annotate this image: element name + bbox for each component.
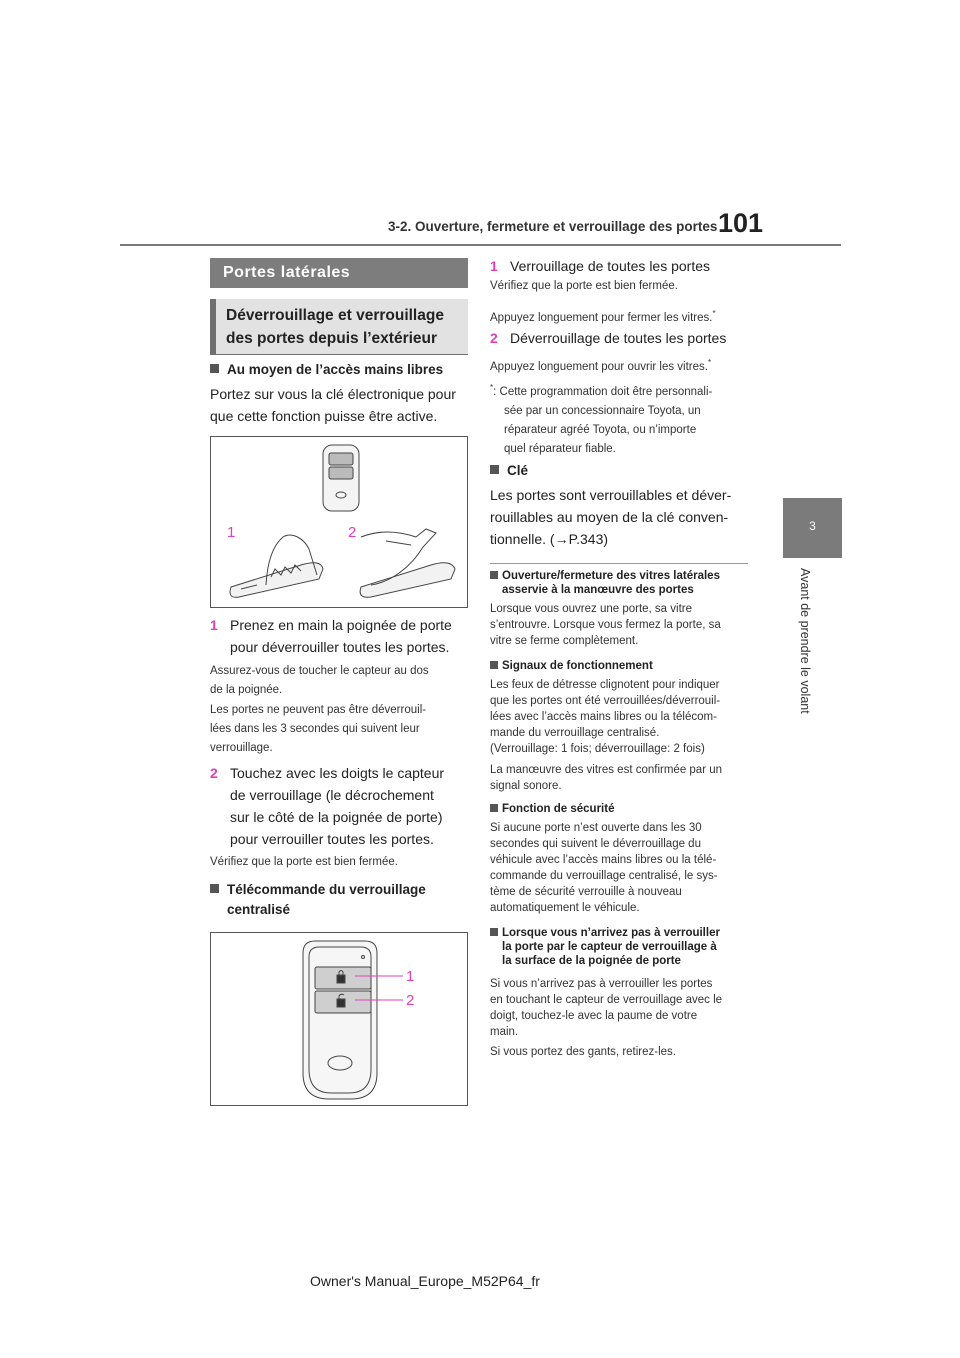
header-rule [120, 244, 841, 246]
left-step-1 [210, 614, 470, 658]
square-bullet-icon [490, 928, 498, 936]
heading-key-text: Clé [507, 463, 529, 478]
key-line2: rouillables au moyen de la clé conven- [490, 509, 729, 525]
note-line: lées avec l’accès mains libres ou la télécom- [490, 711, 717, 723]
note2-body [490, 677, 720, 757]
footnote-mark: * [490, 383, 494, 392]
smart-entry-line1: Portez sur vous la clé électronique pour [210, 386, 456, 402]
note-line: mande du verrouillage centralisé. [490, 727, 660, 739]
left-step2-note: Vérifiez que la porte est bien fermée. [210, 856, 398, 868]
note-line: automatiquement le véhicule. [490, 902, 640, 914]
note2-body2 [490, 762, 722, 794]
left-step-2 [210, 762, 470, 850]
note-line: main. [490, 1026, 519, 1038]
section-title: Portes latérales [210, 258, 468, 288]
heading-remote [210, 880, 426, 920]
note-line: véhicule avec l’accès mains libres ou la télé- [490, 854, 717, 866]
note1-heading [490, 569, 720, 597]
key-text [490, 484, 731, 550]
chapter-title: 3-2. Ouverture, fermeture et verrouillage des portes [388, 219, 718, 234]
note-line: verrouillage. [210, 742, 273, 754]
note-line: Les portes ne peuvent pas être déverrouil- [210, 704, 427, 716]
side-label-text: Avant de prendre le volant [798, 568, 812, 714]
key-fob-illustration [211, 933, 467, 1105]
note-line: La manœuvre des vitres est confirmée par un [490, 764, 723, 776]
note-text: Appuyez longuement pour ouvrir les vitres. [490, 360, 708, 373]
door-handle-illustration [211, 437, 467, 607]
note-text: Appuyez longuement pour fermer les vitres. [490, 311, 713, 324]
step-line2: pour déverrouiller toutes les portes. [230, 639, 450, 655]
note1-heading-line1: Ouverture/fermeture des vitres latérales [502, 570, 720, 582]
note3-heading-text: Fonction de sécurité [502, 803, 615, 815]
smart-entry-text [210, 383, 456, 427]
step-number: 2 [490, 330, 498, 346]
note-line: vitre se ferme complètement. [490, 635, 639, 647]
left-step1-note1 [210, 662, 429, 700]
footnote [490, 378, 712, 459]
square-bullet-icon [490, 661, 498, 669]
footnote-line2: sée par un concessionnaire Toyota, un [504, 404, 701, 417]
note-line: commande du verrouillage centralisé, le sys- [490, 870, 718, 882]
note2-heading-text: Signaux de fonctionnement [502, 660, 653, 672]
note-line: lées dans les 3 secondes qui suivent leur [210, 723, 420, 735]
square-bullet-icon [490, 804, 498, 812]
note-line: Lorsque vous ouvrez une porte, sa vitre [490, 603, 693, 615]
side-label [782, 568, 842, 728]
subsection-title-line1: Déverrouillage et verrouillage [226, 307, 444, 324]
door-handle-figure [210, 436, 468, 608]
note4-heading [490, 926, 720, 968]
note-line: Les feux de détresse clignotent pour indiquer [490, 679, 720, 691]
notes-divider [490, 563, 748, 564]
step-text: Verrouillage de toutes les portes [510, 258, 711, 274]
right-step-1 [490, 255, 760, 277]
page-number: 101 [718, 208, 764, 238]
note-line: Si aucune porte n’est ouverte dans les 30 [490, 822, 702, 834]
note-line: Si vous n’arrivez pas à verrouiller les portes [490, 978, 713, 990]
subsection-title-line2: des portes depuis l’extérieur [226, 330, 438, 347]
figure2-label-2: 2 [406, 992, 415, 1009]
key-line1: Les portes sont verrouillables et déver- [490, 487, 732, 503]
key-line3: tionnelle. (→P.343) [490, 531, 609, 547]
note-line: de la poignée. [210, 684, 283, 696]
footer-text: Owner's Manual_Europe_M52P64_fr [310, 1273, 540, 1289]
heading-remote-line1: Télécommande du verrouillage [227, 882, 426, 897]
heading-key [490, 463, 528, 478]
footnote-line3: réparateur agréé Toyota, ou n’importe [504, 423, 697, 436]
square-bullet-icon [210, 884, 219, 893]
note-line: Assurez-vous de toucher le capteur au dos [210, 665, 429, 677]
note4-heading-line2: la porte par le capteur de verrouillage à [502, 941, 717, 953]
note3-body [490, 820, 718, 916]
footnote-line1: : Cette programmation doit être personnali- [493, 385, 713, 398]
note1-body [490, 601, 721, 649]
chapter-tab: 3 [783, 498, 842, 558]
heading-smart-entry [210, 362, 443, 377]
note-line: signal sonore. [490, 780, 562, 792]
step-line2: de verrouillage (le décrochement [230, 787, 434, 803]
heading-smart-entry-text: Au moyen de l’accès mains libres [227, 362, 444, 377]
note4-heading-line1: Lorsque vous n’arrivez pas à verrouiller [502, 927, 720, 939]
figure1-label-1: 1 [227, 524, 236, 541]
note-line: tème de sécurité verrouille à nouveau [490, 886, 682, 898]
note4-body2: Si vous portez des gants, retirez-les. [490, 1046, 676, 1058]
note-line: (Verrouillage: 1 fois; déverrouillage: 2 fois) [490, 743, 705, 755]
footnote-line4: quel réparateur fiable. [504, 442, 616, 455]
subsection-title [210, 299, 468, 355]
square-bullet-icon [210, 364, 219, 373]
note-line: secondes qui suivent le déverrouillage du [490, 838, 701, 850]
note-line: en touchant le capteur de verrouillage avec le [490, 994, 723, 1006]
left-step1-note2 [210, 701, 426, 758]
right-step-2 [490, 327, 760, 349]
right-step2-note [490, 353, 711, 377]
right-step1-note1: Vérifiez que la porte est bien fermée. [490, 280, 678, 292]
step-line1: Prenez en main la poignée de porte [230, 617, 452, 633]
note4-body [490, 976, 722, 1040]
figure1-label-2: 2 [348, 524, 357, 541]
key-fob-figure [210, 932, 468, 1106]
step-line3: sur le côté de la poignée de porte) [230, 809, 443, 825]
heading-remote-line2: centralisé [227, 902, 291, 917]
footnote-star: * [707, 358, 712, 367]
step-number: 1 [490, 258, 498, 274]
step-number: 2 [210, 765, 218, 781]
note2-heading [490, 659, 653, 673]
footnote-star: * [712, 309, 716, 318]
square-bullet-icon [490, 571, 498, 579]
step-text: Déverrouillage de toutes les portes [510, 330, 727, 346]
note3-heading [490, 802, 614, 816]
step-line4: pour verrouiller toutes les portes. [230, 831, 434, 847]
note1-heading-line2: asservie à la manœuvre des portes [502, 584, 694, 596]
figure2-label-1: 1 [406, 968, 415, 985]
square-bullet-icon [490, 465, 499, 474]
note4-heading-line3: la surface de la poignée de porte [502, 955, 681, 967]
right-step1-note2 [490, 304, 716, 328]
smart-entry-line2: que cette fonction puisse être active. [210, 408, 438, 424]
step-number: 1 [210, 617, 218, 633]
note-line: doigt, touchez-le avec la paume de votre [490, 1010, 698, 1022]
note-line: s’entrouvre. Lorsque vous fermez la porte, sa [490, 619, 721, 631]
step-line1: Touchez avec les doigts le capteur [230, 765, 445, 781]
note-line: que les portes ont été verrouillées/déverrouil- [490, 695, 721, 707]
